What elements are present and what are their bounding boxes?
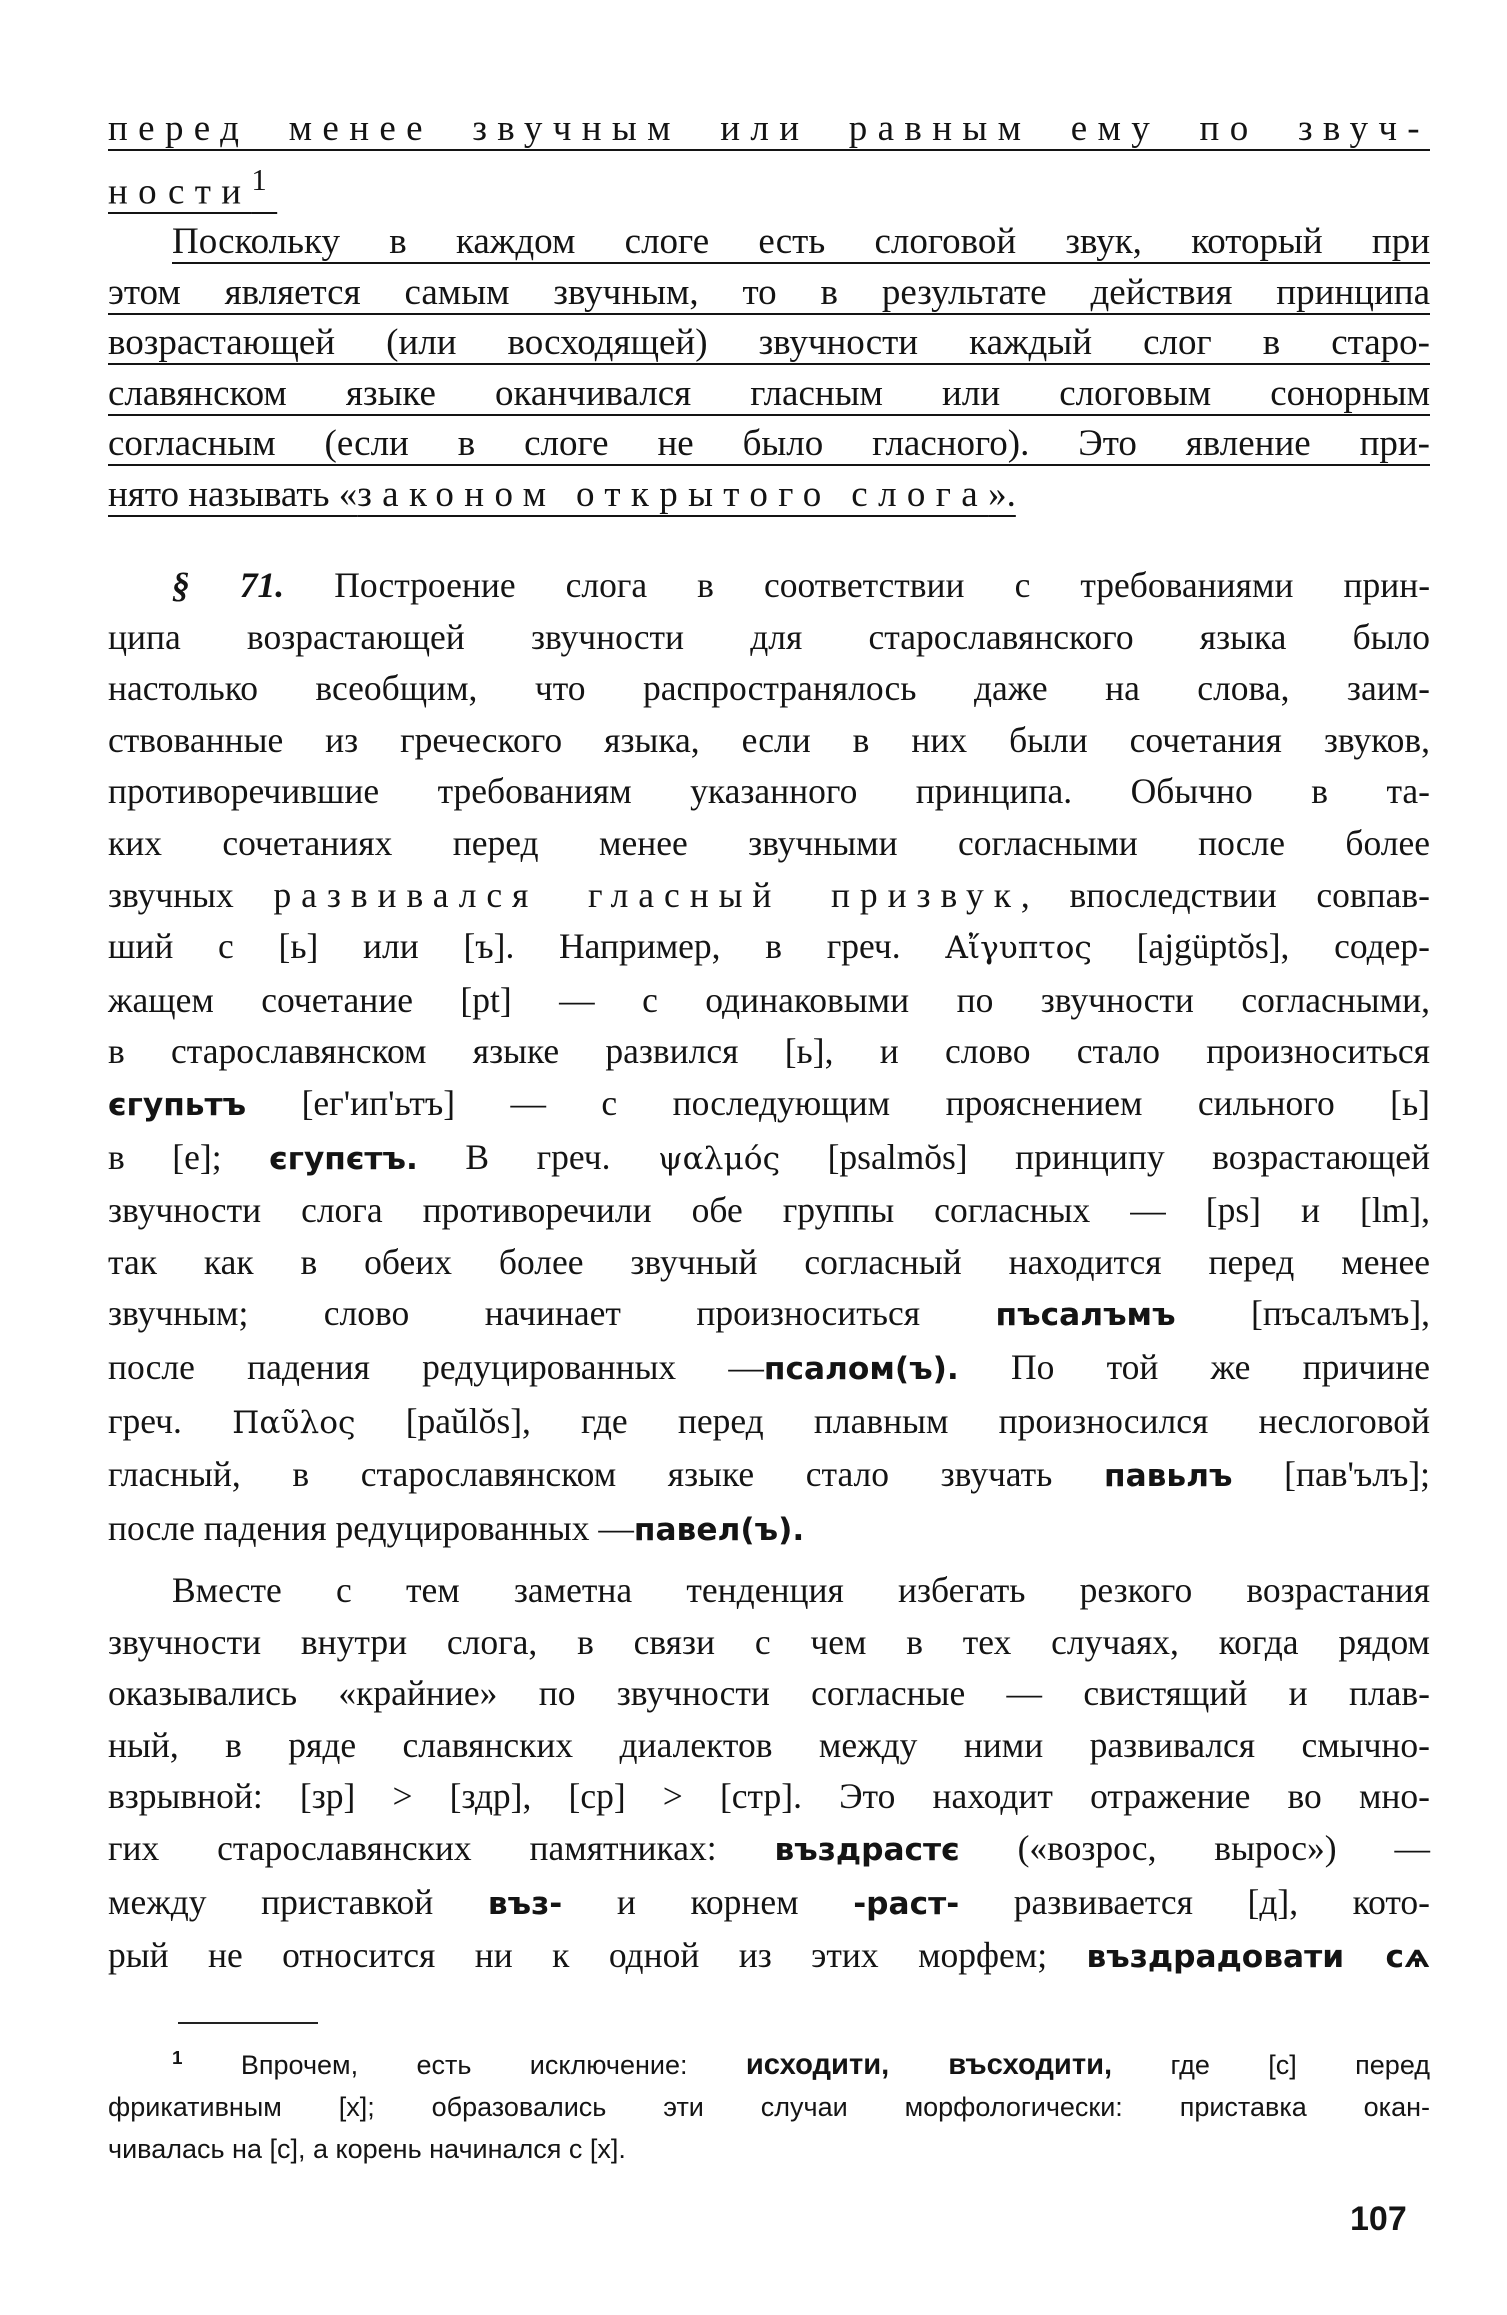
text-line: славянском языке оканчивался гласным или слоговым сонорным	[108, 372, 1430, 414]
text-fragment: («возрос, вырос») —	[1017, 1827, 1430, 1868]
footnote-mark: 1	[172, 2048, 183, 2069]
text-line	[108, 1823, 1430, 1877]
text-line: оказывались «крайние» по звучности согласные — свистящий и плав-	[108, 1673, 1430, 1714]
text-line: противоречившие требованиям указанного принципа. Обычно в та-	[108, 771, 1430, 812]
text-fragment: В греч.	[465, 1136, 611, 1177]
old-slavonic-word: пъсалъмъ	[995, 1297, 1176, 1334]
old-slavonic-word: павел(ъ).	[633, 1511, 805, 1548]
text-line: ких сочетаниях перед менее звучными согласными после более	[108, 822, 1430, 863]
text-fragment: [пъсалъмъ],	[1251, 1293, 1431, 1334]
footnote-divider	[178, 2022, 318, 2024]
text-line: чивалась на [с], а корень начинался с [х].	[108, 2134, 626, 2164]
greek-word: Παῦλος	[232, 1404, 356, 1441]
text-fragment: [ajgüptŏs], содер-	[1136, 926, 1431, 967]
text-fragment: и корнем	[616, 1881, 799, 1922]
text-line	[108, 1396, 1430, 1450]
text-line: взрывной: [зр] > [здр], [ср] > [стр]. Это находит отражение во мно-	[108, 1776, 1430, 1817]
text-fragment: ».	[988, 473, 1016, 515]
text-fragment: гласный, в старославянском языке стало звучать	[108, 1454, 1053, 1495]
text-fragment: Построение слога в соответствии с требованиями прин-	[334, 565, 1431, 605]
text-fragment: греч.	[108, 1400, 182, 1441]
text-fragment: [paŭlŏs], где перед плавным произносился неслоговой	[405, 1400, 1431, 1441]
text-line	[108, 1342, 1430, 1396]
text-line	[108, 155, 1430, 218]
section-number: § 71.	[172, 565, 285, 605]
text-line: жащем сочетание [pt] — с одинаковыми по звучности согласными,	[108, 979, 1430, 1020]
text-line	[108, 1503, 1430, 1557]
text-line	[108, 1930, 1430, 1984]
text-fragment: нято называть «	[108, 473, 358, 515]
text-line: так как в обеих более звучный согласный находится перед менее	[108, 1241, 1430, 1282]
text-fragment: звучным; слово начинает произноситься	[108, 1293, 921, 1334]
paragraph-2	[108, 1565, 1430, 1984]
greek-word: ψαλμός	[658, 1140, 781, 1177]
text-fragment: звучных	[108, 874, 234, 915]
text-line	[108, 1877, 1430, 1931]
old-slavonic-word: исходити, въсходити,	[745, 2049, 1113, 2081]
text-line: ный, в ряде славянских диалектов между ними развивался смычно-	[108, 1724, 1430, 1765]
text-line: этом является самым звучным, то в результате действия принципа	[108, 271, 1430, 313]
text-line: возрастающей (или восходящей) звучности каждый слог в старо-	[108, 322, 1430, 364]
text-fragment: после падения редуцированных —	[108, 1507, 634, 1548]
text-fragment: , впоследствии совпав-	[1020, 874, 1430, 915]
old-slavonic-word: єгупьтъ	[108, 1086, 247, 1123]
text-fragment: По той же причине	[1011, 1346, 1430, 1387]
text-line: Вместе с тем заметна тенденция избегать резкого возрастания	[172, 1570, 1430, 1610]
text-fragment: развивается [д], кото-	[1013, 1881, 1431, 1922]
text-line: настолько всеобщим, что распространялось даже на слова, заим-	[108, 668, 1430, 709]
text-fragment: между приставкой	[108, 1881, 434, 1922]
text-fragment: ности	[108, 170, 252, 212]
text-line: звучности слога противоречили обе группы согласных — [ps] и [lm],	[108, 1190, 1430, 1231]
text-line: ципа возрастающей звучности для старославянского языка было	[108, 616, 1430, 657]
old-slavonic-word: въз-	[487, 1885, 563, 1922]
text-fragment: [ег'ип'ьтъ] — с последующим прояснением сильного [ь]	[301, 1082, 1431, 1123]
footnote-reference: 1	[251, 162, 278, 197]
page-number: 107	[1350, 2200, 1407, 2238]
text-line	[108, 560, 1430, 612]
text-line: ствованные из греческого языка, если в них были сочетания звуков,	[108, 719, 1430, 760]
text-line: согласным (если в слоге не было гласного). Это явление при-	[108, 423, 1430, 465]
text-line	[108, 470, 1430, 521]
text-line	[108, 921, 1430, 975]
text-line	[108, 1078, 1430, 1132]
old-slavonic-word: єгупєтъ.	[269, 1140, 418, 1177]
key-term: законом открытого слога	[357, 473, 989, 515]
text-line	[108, 2038, 1430, 2086]
text-line: звучности внутри слога, в связи с чем в тех случаях, когда рядом	[108, 1621, 1430, 1662]
text-fragment: гих старославянских памятниках:	[108, 1827, 717, 1868]
text-line: в старославянском языке развился [ь], и слово стало произноситься	[108, 1031, 1430, 1072]
old-slavonic-word: въздрадовати сѧ	[1086, 1939, 1430, 1976]
text-line: Поскольку в каждом слоге есть слоговой звук, который при	[172, 221, 1430, 263]
text-fragment: Впрочем, есть исключение:	[240, 2050, 688, 2080]
text-fragment: в [е];	[108, 1136, 222, 1177]
text-line	[108, 1132, 1430, 1186]
top-paragraph	[108, 104, 1430, 520]
old-slavonic-word: -раст-	[853, 1885, 960, 1922]
old-slavonic-word: въздрастє	[774, 1831, 960, 1868]
section-71	[108, 560, 1430, 1556]
key-term: развивался гласный призвук	[273, 874, 1021, 915]
text-line	[108, 1449, 1430, 1503]
text-line	[108, 870, 1430, 922]
old-slavonic-word: павьлъ	[1103, 1458, 1233, 1495]
greek-word: Αἴγυπτος	[945, 930, 1092, 967]
text-fragment: после падения редуцированных —	[108, 1346, 764, 1387]
text-fragment: где [с] перед	[1170, 2050, 1430, 2080]
text-fragment: [пав'ълъ];	[1284, 1454, 1431, 1495]
text-line	[108, 1288, 1430, 1342]
footnote	[108, 2038, 1430, 2170]
text-fragment: рый не относится ни к одной из этих морфем;	[108, 1935, 1048, 1976]
text-line: фрикативным [х]; образовались эти случаи морфологически: приставка окан-	[108, 2092, 1430, 2122]
text-fragment: ший с [ь] или [ъ]. Например, в греч.	[108, 926, 901, 967]
text-fragment: [psalmŏs] принципу возрастающей	[827, 1136, 1431, 1177]
old-slavonic-word: псалом(ъ).	[763, 1350, 959, 1387]
text-line: перед менее звучным или равным ему по звуч-	[108, 108, 1430, 149]
